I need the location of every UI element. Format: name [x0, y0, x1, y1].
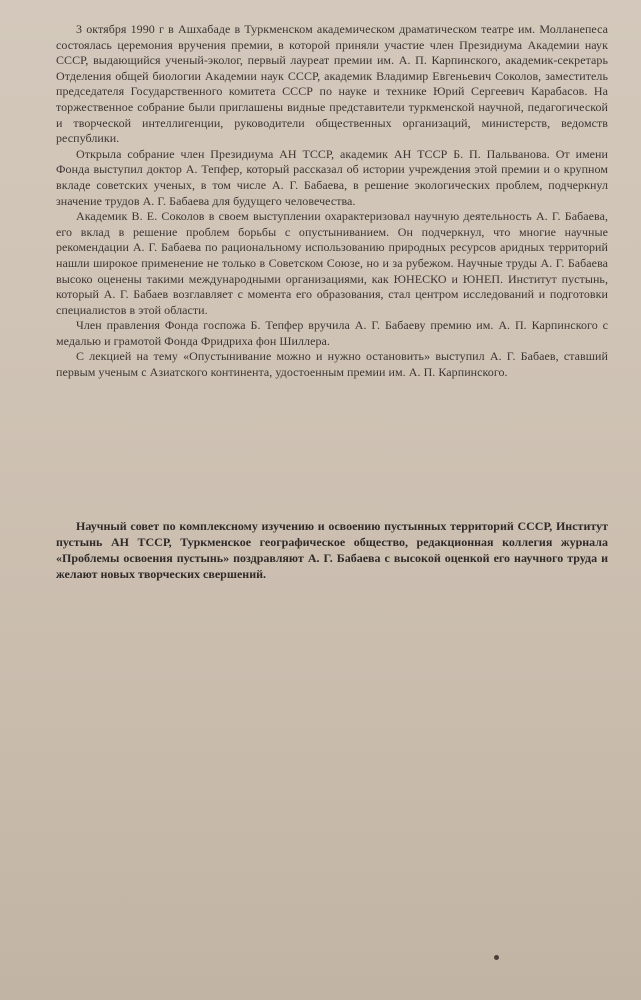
article-body: [56, 22, 608, 381]
paragraph-ceremony: 3 октября 1990 г в Ашхабаде в Туркменском академическом драматическом театре им. Молланепеса состоялась церемония вручения премии, в которой приняли участие член Президиума Академии наук СССР, выдающийся ученый-эколог, первый лауреат премии им. А. П. Карпинского, академик-секретарь Отделения общей биологии Академии наук СССР, академик Владимир Евгеньевич Соколов, заместитель председателя Государственного комитета СССР по науке и технике Юрий Сергеевич Карабасов. На торжественное собрание были приглашены видные представители туркменской научной, педагогической и творческой интеллигенции, руководители общественных организаций, министерств, ведомств республики.: [56, 22, 608, 146]
paragraph-opening: Открыла собрание член Президиума АН ТССР, академик АН ТССР Б. П. Пальванова. От имени Фонда выступил доктор А. Тепфер, который рассказал об истории учреждения этой премии и о крупном вкладе советских ученых, в том числе А. Г. Бабаева, в решение экологических проблем, подчеркнул значение трудов А. Г. Бабаева для будущего человечества.: [56, 146, 608, 208]
closing-congratulation: Научный совет по комплексному изучению и освоению пустынных территорий СССР, Институт пустынь АН ТССР, Туркменское географическое общество, редакционная коллегия журнала «Проблемы освоения пустынь» поздравляют А. Г. Бабаева с высокой оценкой его научного труда и желают новых творческих свершений.: [56, 519, 608, 581]
paragraph-award-presentation: Член правления Фонда госпожа Б. Тепфер вручила А. Г. Бабаеву премию им. А. П. Карпинского с медалью и грамотой Фонда Фридриха фон Шиллера.: [56, 318, 608, 348]
paragraph-lecture: С лекцией на тему «Опустынивание можно и нужно остановить» выступил А. Г. Бабаев, ставший первым ученым с Азиатского континента, удостоенным премии им. А. П. Карпинского.: [56, 349, 608, 380]
paragraph-sokolov-speech: Академик В. Е. Соколов в своем выступлении охарактеризовал научную деятельность А. Г. Бабаева, его вклад в решение проблем борьбы с опустыниванием. Он подчеркнул, что многие научные рекомендации А. Г. Бабаева по рациональному использованию природных ресурсов аридных территорий нашли широкое применение не только в Советском Союзе, но и за рубежом. Научные труды А. Г. Бабаева высоко оценены такими международными организациями, как ЮНЕСКО и ЮНЕП. Институт пустынь, который А. Г. Бабаев возглавляет с момента его образования, стал центром исследований и подготовки специалистов в этой области.: [56, 209, 608, 317]
paper-speck: [494, 955, 499, 960]
